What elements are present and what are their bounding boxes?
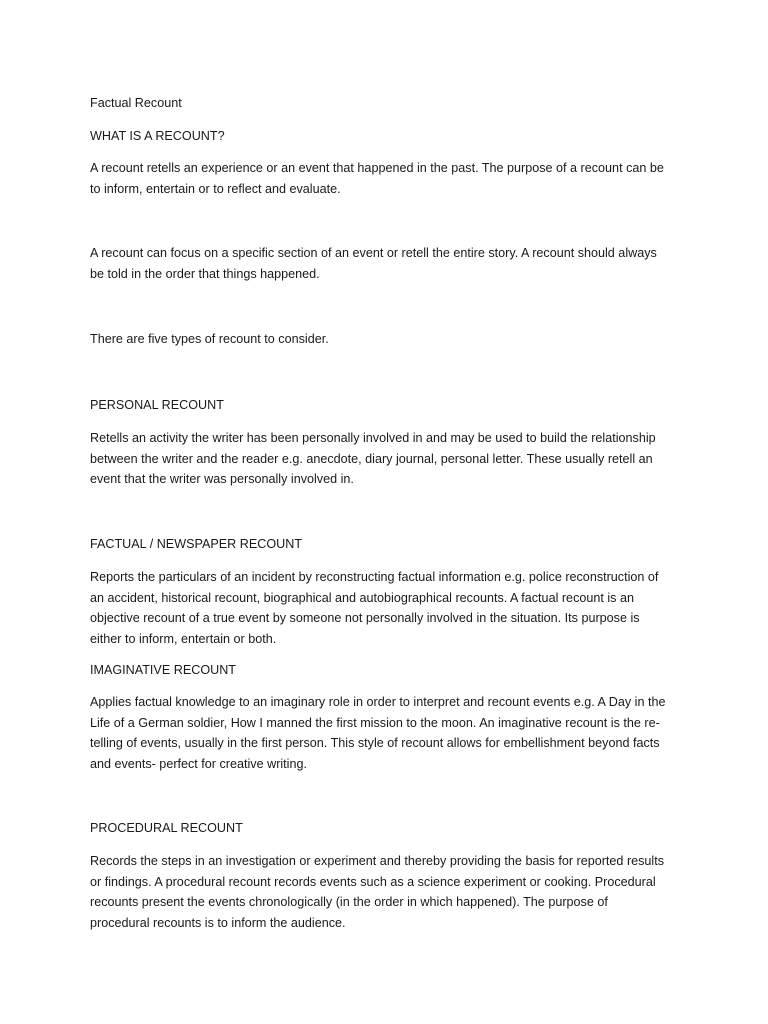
intro-paragraph-3: There are five types of recount to consider.: [90, 332, 329, 346]
paragraph-line: or findings. A procedural recount records events such as a science experiment or cooking. Procedural: [90, 874, 656, 889]
paragraph-line: recounts present the events chronologically (in the order in which happened). The purpose of: [90, 895, 608, 909]
section-body-personal: [90, 428, 690, 490]
paragraph-line: be told in the order that things happened.: [90, 266, 320, 281]
paragraph-line: A recount retells an experience or an event that happened in the past. The purpose of a recount can be: [90, 161, 664, 175]
intro-paragraph-1: [90, 158, 690, 199]
section-heading-procedural: PROCEDURAL RECOUNT: [90, 821, 243, 835]
section-heading-factual: FACTUAL / NEWSPAPER RECOUNT: [90, 537, 303, 551]
paragraph-line: A recount can focus on a specific section of an event or retell the entire story. A recount should always: [90, 246, 657, 260]
paragraph-line: objective recount of a true event by someone not personally involved in the situation. Its purpose is: [90, 611, 640, 625]
paragraph-line: Life of a German soldier, How I manned the first mission to the moon. An imaginative recount is the re-: [90, 715, 660, 730]
paragraph-line: Retells an activity the writer has been personally involved in and may be used to build the relationship: [90, 431, 656, 445]
paragraph-line: and events- perfect for creative writing.: [90, 756, 307, 771]
paragraph-line: event that the writer was personally involved in.: [90, 472, 354, 486]
paragraph-line: to inform, entertain or to reflect and evaluate.: [90, 181, 341, 196]
paragraph-line: Reports the particulars of an incident by reconstructing factual information e.g. police reconstruction of: [90, 570, 659, 584]
paragraph-line: between the writer and the reader e.g. anecdote, diary journal, personal letter. These usually retell an: [90, 451, 653, 466]
paragraph-line: Records the steps in an investigation or experiment and thereby providing the basis for reported results: [90, 854, 665, 868]
intro-paragraph-2: [90, 243, 690, 284]
paragraph-line: Applies factual knowledge to an imaginary role in order to interpret and recount events e.g. A Day in the: [90, 695, 666, 709]
paragraph-line: telling of events, usually in the first person. This style of recount allows for embellishment beyond facts: [90, 736, 660, 750]
intro-heading: WHAT IS A RECOUNT?: [90, 129, 225, 143]
section-heading-imaginative: IMAGINATIVE RECOUNT: [90, 663, 237, 677]
document-title: Factual Recount: [90, 96, 182, 110]
section-body-procedural: [90, 851, 690, 933]
paragraph-line: an accident, historical recount, biographical and autobiographical recounts. A factual recount is an: [90, 590, 634, 605]
paragraph-line: either to inform, entertain or both.: [90, 631, 277, 646]
section-heading-personal: PERSONAL RECOUNT: [90, 398, 224, 412]
section-body-factual: [90, 567, 690, 649]
section-body-imaginative: [90, 692, 690, 774]
paragraph-line: procedural recounts is to inform the audience.: [90, 915, 346, 930]
